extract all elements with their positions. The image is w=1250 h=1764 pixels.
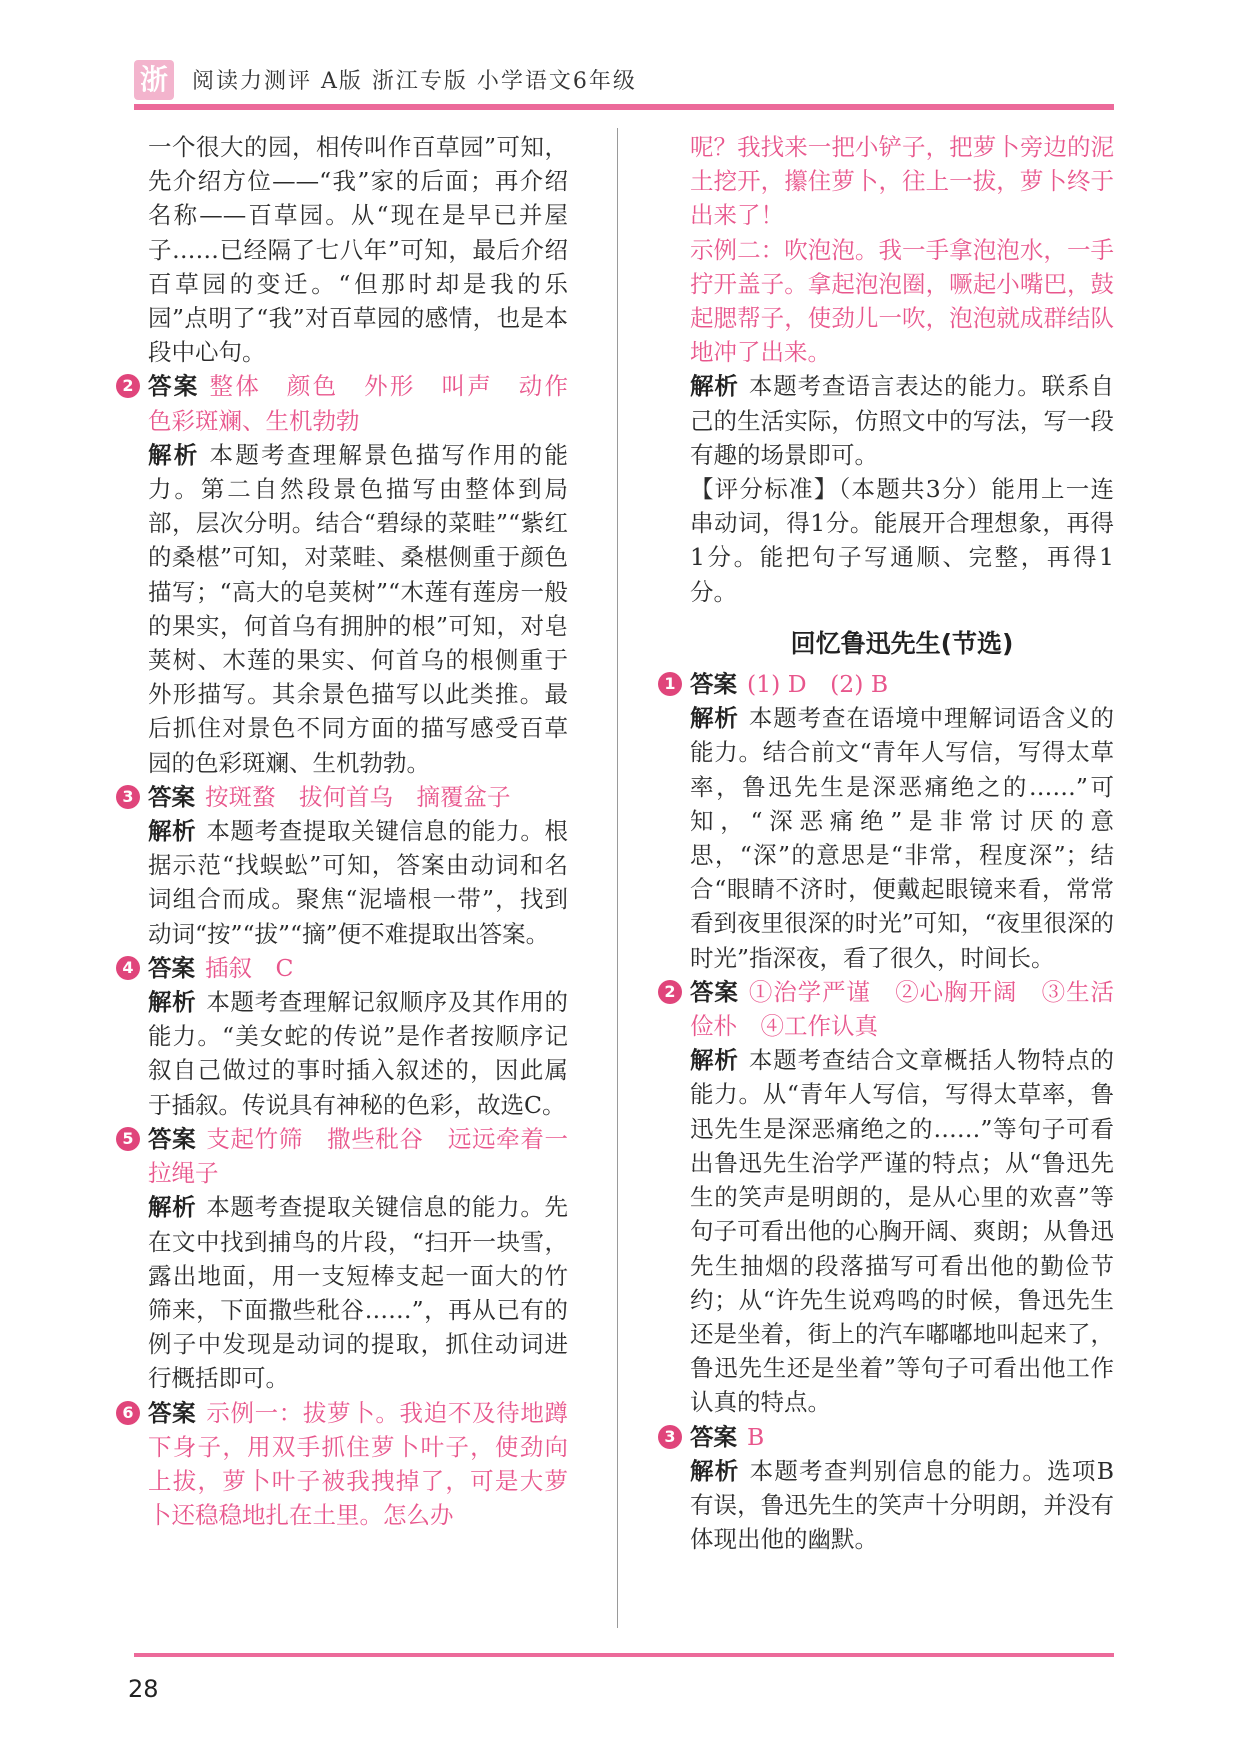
left-column bbox=[122, 130, 592, 1532]
answer-text: 按斑蝥 拔何首乌 摘覆盆子 bbox=[205, 782, 511, 811]
analysis-text: 本题考查判别信息的能力。选项B有误，鲁迅先生的笑声十分明朗，并没有体现出他的幽默。 bbox=[690, 1456, 1114, 1554]
header-title: 阅读力测评 A版 浙江专版 小学语文6年级 bbox=[192, 69, 637, 94]
answer-label: 答案 bbox=[148, 782, 195, 811]
analysis-label: 解析 bbox=[148, 1193, 197, 1222]
analysis-text: 本题考查语言表达的能力。联系自己的生活实际，仿照文中的写法，写一段有趣的场景即可。 bbox=[690, 372, 1114, 469]
answer-text: 支起竹筛 撒些秕谷 远远牵着一拉绳子 bbox=[148, 1124, 568, 1188]
question-number-badge: 1 bbox=[658, 672, 682, 696]
analysis-label: 解析 bbox=[148, 817, 197, 846]
question-3 bbox=[122, 780, 568, 951]
question-5 bbox=[122, 1122, 568, 1396]
answer-label: 答案 bbox=[690, 670, 737, 699]
answer-text: (1) D (2) B bbox=[747, 670, 889, 699]
answer-label: 答案 bbox=[148, 1398, 197, 1427]
analysis-text: 本题考查提取关键信息的能力。先在文中找到捕鸟的片段，“扫开一块雪，露出地面，用一支短棒支起一面大的竹筛来，下面撒些秕谷……”，再从已有的例子中发现是动词的提取，抓住动词进行概括即可。 bbox=[148, 1193, 568, 1393]
analysis-label: 解析 bbox=[690, 704, 739, 733]
analysis-label: 解析 bbox=[690, 372, 739, 401]
analysis-text: 本题考查理解记叙顺序及其作用的能力。“美女蛇的传说”是作者按顺序记叙自己做过的事时插入叙述的，因此属于插叙。传说具有神秘的色彩，故选C。 bbox=[148, 988, 568, 1119]
header-rule bbox=[134, 104, 1114, 110]
page-header bbox=[134, 52, 1114, 110]
question-number-badge: 2 bbox=[116, 374, 140, 398]
question-number-badge: 3 bbox=[658, 1425, 682, 1449]
analysis-text: 本题考查提取关键信息的能力。根据示范“找蜈蚣”可知，答案由动词和名词组合而成。聚焦“泥墙根一带”，找到动词“按”“拔”“摘”便不难提取出答案。 bbox=[148, 817, 568, 948]
question-2 bbox=[122, 369, 592, 779]
question-number-badge: 4 bbox=[116, 956, 140, 980]
analysis-label: 解析 bbox=[690, 1046, 739, 1075]
analysis-text: 本题考查理解景色描写作用的能力。第二自然段景色描写由整体到局部，层次分明。结合“碧绿的菜畦”“紫红的桑椹”可知，对菜畦、桑椹侧重于颜色描写；“高大的皂荚树”“木莲有莲房一般的果实，何首乌有拥肿的根”可知，对皂荚树、木莲的果实、何首乌的根侧重于外形描写。其余景色描写以此类推。最后抓住对景色不同方面的描写感受百草园的色彩斑斓、生机勃勃。 bbox=[148, 440, 569, 777]
answer-text: 插叙 C bbox=[205, 953, 294, 982]
analysis-text: 本题考查在语境中理解词语含义的能力。结合前文“青年人写信，写得太草率，鲁迅先生是深恶痛绝之的……”可知，“深恶痛绝”是非常讨厌的意思，“深”的意思是“非常，程度深”；结合“眼睛不济时，便戴起眼镜来看，常常看到夜里很深的时光”可知，“夜里很深的时光”指深夜，看了很久，时间长。 bbox=[690, 704, 1114, 972]
right-column bbox=[664, 130, 1114, 1556]
question-number-badge: 5 bbox=[116, 1127, 140, 1151]
q6-example-two: 示例二：吹泡泡。我一手拿泡泡水，一手拧开盖子。拿起泡泡圈，噘起小嘴巴，鼓起腮帮子，使劲儿一吹，泡泡就成群结队地冲了出来。 bbox=[690, 235, 1114, 367]
analysis-label: 解析 bbox=[148, 988, 197, 1017]
section-title: 回忆鲁迅先生(节选) bbox=[790, 628, 1014, 658]
intro-paragraph: 一个很大的园，相传叫作百草园”可知，先介绍方位——“我”家的后面；再介绍名称——百草园。从“现在是早已并屋子……已经隔了七八年”可知，最后介绍百草园的变迁。“但那时却是我的乐园”点明了“我”对百草园的感情，也是本段中心句。 bbox=[148, 133, 568, 367]
answer-label: 答案 bbox=[148, 1124, 197, 1153]
answer-label: 答案 bbox=[148, 953, 195, 982]
scoring-criteria: 【评分标准】（本题共3分）能用上一连串动词，得1分。能展开合理想象，再得1分。能把句子写通顺、完整，再得1分。 bbox=[690, 475, 1114, 606]
answer-text: B bbox=[747, 1422, 765, 1451]
footer-rule bbox=[134, 1653, 1114, 1657]
question-6 bbox=[122, 1396, 568, 1533]
q6-answer-continued: 呢？我找来一把小铲子，把萝卜旁边的泥土挖开，攥住萝卜，往上一拔，萝卜终于出来了！ bbox=[690, 133, 1114, 230]
analysis-label: 解析 bbox=[690, 1456, 740, 1485]
answer-text: 示例一：拔萝卜。我迫不及待地蹲下身子，用双手抓住萝卜叶子，使劲向上拔，萝卜叶子被我拽掉了，可是大萝卜还稳稳地扎在土里。怎么办 bbox=[148, 1398, 568, 1530]
answer-label: 答案 bbox=[690, 1422, 737, 1451]
answer-label: 答案 bbox=[148, 372, 200, 401]
analysis-label: 解析 bbox=[148, 440, 200, 469]
question-number-badge: 6 bbox=[116, 1401, 140, 1425]
question-number-badge: 2 bbox=[658, 980, 682, 1004]
reading-question-3 bbox=[664, 1420, 1114, 1557]
reading-question-2 bbox=[664, 975, 1114, 1420]
page-number: 28 bbox=[128, 1675, 159, 1703]
question-4 bbox=[122, 951, 568, 1122]
analysis-text: 本题考查结合文章概括人物特点的能力。从“青年人写信，写得太草率，鲁迅先生是深恶痛绝之的……”等句子可看出鲁迅先生治学严谨的特点；从“鲁迅先生的笑声是明朗的，是从心里的欢喜”等句子可看出他的心胸开阔、爽朗；从鲁迅先生抽烟的段落描写可看出他的勤俭节约；从“许先生说鸡鸣的时候，鲁迅先生还是坐着，街上的汽车嘟嘟地叫起来了，鲁迅先生还是坐着”等句子可看出他工作认真的特点。 bbox=[690, 1046, 1114, 1417]
reading-question-1 bbox=[664, 667, 1114, 975]
answer-label: 答案 bbox=[690, 977, 739, 1006]
answer-text: 整体 颜色 外形 叫声 动作 色彩斑斓、生机勃勃 bbox=[148, 372, 592, 435]
answer-text: ①治学严谨 ②心胸开阔 ③生活俭朴 ④工作认真 bbox=[690, 977, 1114, 1041]
column-divider bbox=[617, 128, 618, 1628]
question-number-badge: 3 bbox=[116, 785, 140, 809]
zhejiang-badge-icon: 浙 bbox=[134, 60, 174, 100]
